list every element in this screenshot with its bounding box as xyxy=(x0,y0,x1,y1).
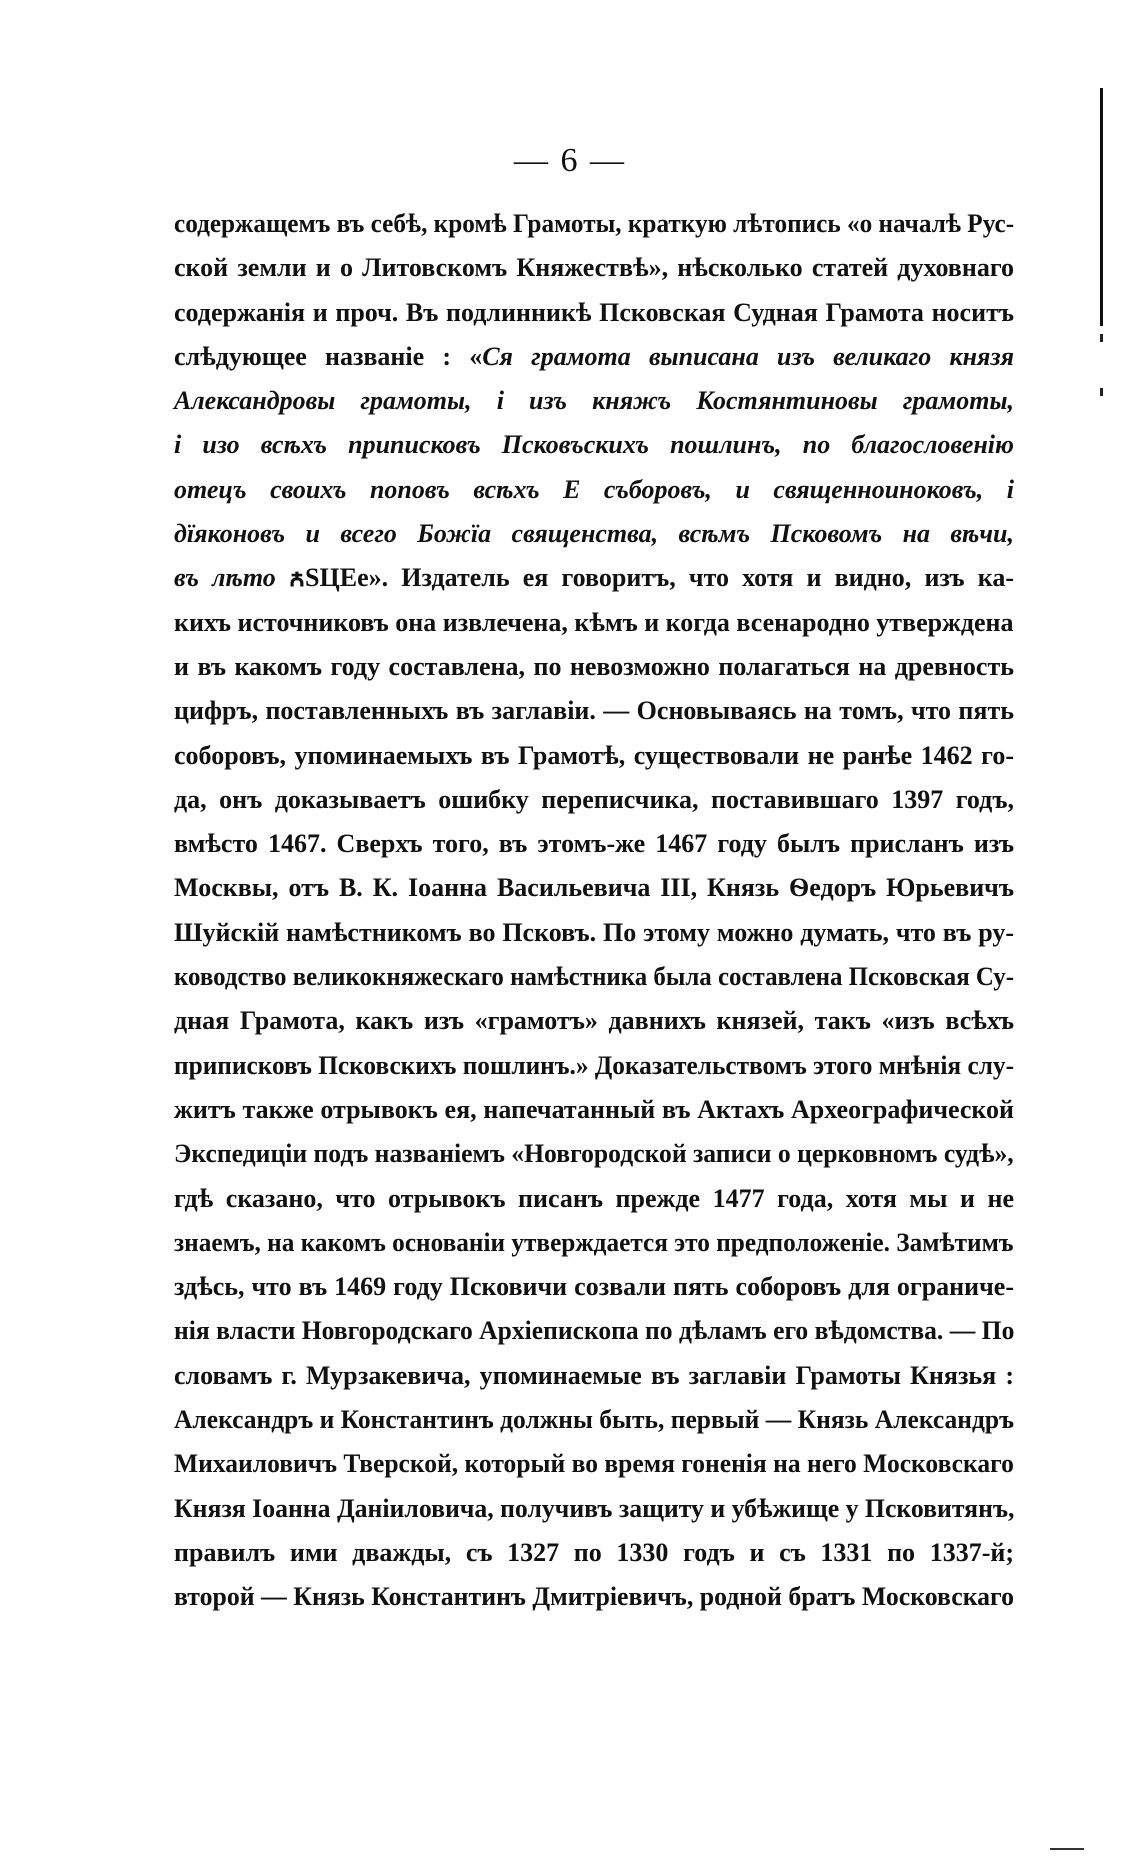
text-line xyxy=(174,202,1014,246)
italic-quote-text: въ лѣто xyxy=(174,563,289,593)
scan-edge-rule xyxy=(1100,88,1103,326)
text-line xyxy=(174,822,1014,866)
line-text: знаемъ, на какомъ основаніи утверждается это предположеніе. Замѣтимъ xyxy=(174,1227,1014,1257)
italic-quote-text: Ся грамота выписана изъ великаго князя xyxy=(482,341,1014,371)
line-text: житъ также отрывокъ ея, напечатанный въ Актахъ Археографической xyxy=(174,1094,1014,1124)
text-line xyxy=(174,911,1014,955)
line-text: дная Грамота, какъ изъ «грамотъ» давнихъ князей, такъ «изъ всѣхъ xyxy=(174,1006,1014,1036)
line-text: Михаиловичъ Тверской, который во время гоненія на него Московскаго xyxy=(174,1449,1014,1479)
line-text: Князя Іоанна Даніиловича, получивъ защиту и убѣжище у Псковитянъ, xyxy=(174,1493,1015,1523)
text-line xyxy=(174,1309,1014,1353)
text-line xyxy=(174,1265,1014,1309)
text-line xyxy=(174,734,1014,778)
line-text: приписковъ Псковскихъ пошлинъ.» Доказательствомъ этого мнѣнія слу- xyxy=(174,1050,1015,1080)
line-text: Экспедиціи подъ названіемъ «Новгородской записи о церковномъ судѣ», xyxy=(174,1139,1014,1169)
line-text: кихъ источниковъ она извлечена, кѣмъ и когда всенародно утверждена xyxy=(174,607,1014,637)
text-line xyxy=(174,1132,1014,1176)
text-line xyxy=(174,1221,1014,1265)
line-text: ꙉЅЦЕе». Издатель ея говоритъ, что хотя и видно, изъ ка- xyxy=(288,563,1014,593)
text-line xyxy=(174,335,1014,379)
line-text: и въ какомъ году составлена, по невозможно полагаться на древность xyxy=(174,651,1014,681)
text-line xyxy=(174,556,1014,600)
line-text: ской земли и о Литовскомъ Княжествѣ», нѣсколько статей духовнаго xyxy=(174,253,1014,283)
italic-quote-text: дїяконовъ и всего Божїа священства, всѣмъ Псковомъ на вѣчи, xyxy=(174,519,1014,549)
line-text: здѣсь, что въ 1469 году Псковичи созвали пять соборовъ для ограниче- xyxy=(174,1272,1014,1302)
italic-quote-text: Александровы грамоты, і изъ княжъ Костянтиновы грамоты, xyxy=(174,386,1014,416)
line-text: вмѣсто 1467. Сверхъ того, въ этомъ-же 1467 году былъ присланъ изъ xyxy=(174,829,1014,859)
text-line xyxy=(174,1442,1014,1486)
text-line xyxy=(174,468,1014,512)
line-text: нія власти Новгородскаго Архіепископа по дѣламъ его вѣдомства. — По xyxy=(174,1316,1015,1346)
text-line xyxy=(174,1575,1014,1619)
text-line xyxy=(174,1177,1014,1221)
text-line xyxy=(174,689,1014,733)
line-text: словамъ г. Мурзакевича, упоминаемые въ заглавіи Грамоты Князья : xyxy=(174,1360,1014,1390)
scan-mark xyxy=(1100,388,1103,396)
text-line xyxy=(174,512,1014,556)
italic-quote-text: і изо всѣхъ приписковъ Псковъскихъ пошлинъ, по благословенію xyxy=(174,430,1014,460)
text-line xyxy=(174,1044,1014,1088)
text-line xyxy=(174,1398,1014,1442)
text-line xyxy=(174,999,1014,1043)
text-line xyxy=(174,866,1014,910)
text-line xyxy=(174,246,1014,290)
line-text: Александръ и Константинъ должны быть, первый — Князь Александръ xyxy=(174,1405,1014,1435)
line-text: соборовъ, упоминаемыхъ въ Грамотѣ, существовали не ранѣе 1462 го- xyxy=(174,740,1014,770)
page-number: — 6 — xyxy=(514,142,626,179)
text-line xyxy=(174,778,1014,822)
text-line xyxy=(174,1088,1014,1132)
text-line xyxy=(174,379,1014,423)
line-text: второй — Князь Константинъ Дмитріевичъ, родной братъ Московскаго xyxy=(174,1582,1015,1612)
text-line xyxy=(174,601,1014,645)
line-text: слѣдующее названіе : « xyxy=(174,341,483,371)
body-text xyxy=(174,202,1014,1620)
text-line xyxy=(174,1487,1014,1531)
line-text: правилъ ими дважды, съ 1327 по 1330 годъ и съ 1331 по 1337-й; xyxy=(174,1537,1014,1567)
text-line xyxy=(174,423,1014,467)
line-text: да, онъ доказываетъ ошибку переписчика, поставившаго 1397 годъ, xyxy=(174,784,1014,814)
text-line xyxy=(174,1531,1014,1575)
line-text: гдѣ сказано, что отрывокъ писанъ прежде 1477 года, хотя мы и не xyxy=(174,1183,1014,1213)
line-text: содержанія и проч. Въ подлинникѣ Псковская Судная Грамота носитъ xyxy=(174,297,1014,327)
line-text: содержащемъ въ себѣ, кромѣ Грамоты, краткую лѣтопись «о началѣ Рус- xyxy=(174,209,1015,238)
line-text: ководство великокняжескаго намѣстника была составлена Псковская Су- xyxy=(174,962,1015,992)
line-text: Москвы, отъ В. К. Іоанна Васильевича III, Князь Ѳедоръ Юрьевичъ xyxy=(174,873,1014,903)
text-line xyxy=(174,955,1014,999)
scan-speck xyxy=(1050,1848,1084,1850)
italic-quote-text: отецъ своихъ поповъ всѣхъ Е съборовъ, и священноиноковъ, і xyxy=(174,474,1014,504)
text-line xyxy=(174,291,1014,335)
text-line xyxy=(174,645,1014,689)
text-line xyxy=(174,1354,1014,1398)
scan-mark xyxy=(1100,334,1103,342)
line-text: цифръ, поставленныхъ въ заглавіи. — Основываясь на томъ, что пять xyxy=(174,696,1014,726)
line-text: Шуйскій намѣстникомъ во Псковъ. По этому можно думать, что въ ру- xyxy=(174,917,1014,947)
